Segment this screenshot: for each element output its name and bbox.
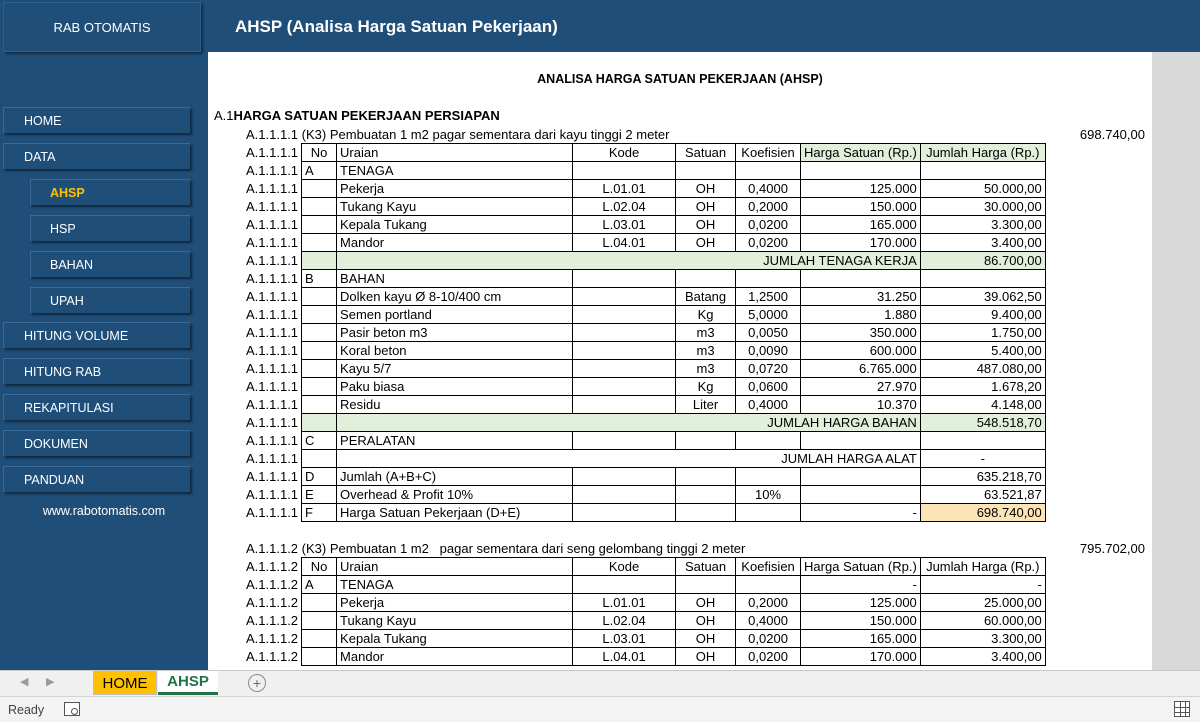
page-title: AHSP (Analisa Harga Satuan Pekerjaan) bbox=[235, 17, 558, 36]
table-row bbox=[243, 306, 1045, 324]
harga-satuan-cell[interactable]: 150.000 bbox=[801, 198, 921, 216]
row-code: A.1.1.1.2 bbox=[246, 595, 299, 610]
table-cell[interactable] bbox=[676, 432, 736, 450]
jumlah-harga-cell[interactable]: 1.678,20 bbox=[920, 378, 1045, 396]
row-no[interactable]: A bbox=[302, 576, 337, 594]
add-sheet-icon[interactable]: + bbox=[248, 674, 266, 692]
row-code: A.1.1.1.1 bbox=[246, 397, 299, 412]
table-row bbox=[243, 630, 1045, 648]
row-no[interactable] bbox=[302, 234, 337, 252]
row-code: A.1.1.1.1 bbox=[246, 289, 299, 304]
satuan-cell[interactable] bbox=[676, 576, 736, 594]
uraian-cell[interactable]: Mandor bbox=[337, 234, 573, 252]
item-total-price: 795.702,00 bbox=[1079, 541, 1145, 556]
satuan-cell[interactable]: m3 bbox=[676, 324, 736, 342]
item-description: (K3) Pembuatan 1 m2 pagar sementara dari kayu tinggi 2 meter bbox=[301, 127, 670, 142]
brand-logo[interactable]: RAB OTOMATIS bbox=[3, 2, 201, 52]
satuan-cell[interactable]: OH bbox=[676, 198, 736, 216]
row-no[interactable] bbox=[302, 288, 337, 306]
row-no[interactable]: B bbox=[302, 270, 337, 288]
koefisien-cell[interactable]: 0,0200 bbox=[736, 234, 801, 252]
item-code: A.1.1.1.2 bbox=[246, 541, 299, 556]
category-label[interactable]: BAHAN bbox=[337, 270, 573, 288]
table-row bbox=[243, 594, 1045, 612]
row-code: A.1.1.1.1 bbox=[246, 253, 299, 268]
row-code: A.1.1.1.1 bbox=[246, 415, 299, 430]
row-no[interactable] bbox=[302, 360, 337, 378]
harga-satuan-cell[interactable]: 31.250 bbox=[801, 288, 921, 306]
table-header-row bbox=[243, 558, 1045, 576]
koefisien-cell[interactable]: 0,0200 bbox=[736, 216, 801, 234]
jumlah-harga-cell[interactable]: 3.400,00 bbox=[920, 234, 1045, 252]
jumlah-harga-cell[interactable]: 50.000,00 bbox=[920, 180, 1045, 198]
table-cell[interactable] bbox=[573, 504, 676, 522]
table-cell[interactable] bbox=[302, 414, 337, 432]
table-cell[interactable] bbox=[573, 432, 676, 450]
table-row bbox=[243, 396, 1045, 414]
harga-satuan-cell[interactable]: 10.370 bbox=[801, 396, 921, 414]
row-code: A.1.1.1.1 bbox=[246, 469, 299, 484]
jumlah-harga-cell[interactable]: 487.080,00 bbox=[920, 360, 1045, 378]
category-row bbox=[243, 432, 1045, 450]
row-code: A.1.1.1.1 bbox=[246, 163, 299, 178]
subtotal-row bbox=[243, 450, 1045, 468]
satuan-cell[interactable]: Kg bbox=[676, 378, 736, 396]
harga-satuan-cell[interactable]: 125.000 bbox=[801, 180, 921, 198]
row-code: A.1.1.1.1 bbox=[246, 361, 299, 376]
uraian-cell[interactable]: Kayu 5/7 bbox=[337, 360, 573, 378]
satuan-cell[interactable] bbox=[676, 162, 736, 180]
table-cell[interactable] bbox=[920, 270, 1045, 288]
summary-label[interactable]: Overhead & Profit 10% bbox=[337, 486, 573, 504]
table-row bbox=[243, 360, 1045, 378]
harga-satuan-cell[interactable]: 27.970 bbox=[801, 378, 921, 396]
row-no[interactable] bbox=[302, 324, 337, 342]
harga-satuan-cell[interactable]: 165.000 bbox=[801, 216, 921, 234]
kode-cell[interactable]: L.02.04 bbox=[573, 198, 676, 216]
table-cell[interactable] bbox=[736, 270, 801, 288]
table-cell[interactable] bbox=[573, 486, 676, 504]
satuan-cell[interactable]: OH bbox=[676, 234, 736, 252]
harga-satuan-cell[interactable]: 170.000 bbox=[801, 648, 921, 666]
table-cell[interactable] bbox=[676, 468, 736, 486]
table-row bbox=[243, 378, 1045, 396]
harga-satuan-cell[interactable] bbox=[801, 162, 921, 180]
row-code: A.1.1.1.1 bbox=[246, 487, 299, 502]
table-cell[interactable] bbox=[676, 486, 736, 504]
item-total-price: 698.740,00 bbox=[1079, 127, 1145, 142]
uraian-cell[interactable]: Paku biasa bbox=[337, 378, 573, 396]
kode-cell[interactable]: L.03.01 bbox=[573, 216, 676, 234]
koefisien-cell[interactable]: 0,4000 bbox=[736, 612, 801, 630]
summary-value[interactable]: 635.218,70 bbox=[920, 468, 1045, 486]
harga-satuan-cell[interactable]: - bbox=[801, 576, 921, 594]
kode-cell[interactable] bbox=[573, 324, 676, 342]
uraian-cell[interactable]: TENAGA bbox=[337, 162, 573, 180]
row-no[interactable] bbox=[302, 378, 337, 396]
nav-hsp-button[interactable]: HSP bbox=[30, 215, 190, 241]
scroll-left-icon[interactable]: ◀ bbox=[20, 676, 29, 688]
kode-cell[interactable] bbox=[573, 396, 676, 414]
satuan-cell[interactable]: OH bbox=[676, 630, 736, 648]
jumlah-harga-cell[interactable]: 25.000,00 bbox=[920, 594, 1045, 612]
kode-cell[interactable] bbox=[573, 342, 676, 360]
document-title: ANALISA HARGA SATUAN PEKERJAAN (AHSP) bbox=[537, 72, 823, 86]
koefisien-cell[interactable]: 0,4000 bbox=[736, 396, 801, 414]
table-row bbox=[243, 648, 1045, 666]
nav-bahan-button[interactable]: BAHAN bbox=[30, 251, 190, 277]
row-no[interactable] bbox=[302, 630, 337, 648]
category-row bbox=[243, 270, 1045, 288]
table-row bbox=[243, 216, 1045, 234]
header-harga-satuan: Harga Satuan (Rp.) bbox=[801, 558, 921, 576]
nav-data-button[interactable]: DATA bbox=[3, 143, 190, 169]
row-no[interactable] bbox=[302, 594, 337, 612]
row-no[interactable]: C bbox=[302, 432, 337, 450]
satuan-cell[interactable]: OH bbox=[676, 216, 736, 234]
summary-row bbox=[243, 468, 1045, 486]
koefisien-cell[interactable]: 0,0200 bbox=[736, 630, 801, 648]
item-heading bbox=[246, 541, 745, 556]
harga-satuan-cell[interactable]: 150.000 bbox=[801, 612, 921, 630]
table-row bbox=[243, 198, 1045, 216]
nav-rekapitulasi-button[interactable]: REKAPITULASI bbox=[3, 394, 190, 420]
table-cell[interactable] bbox=[302, 252, 337, 270]
satuan-cell[interactable]: m3 bbox=[676, 342, 736, 360]
jumlah-harga-cell[interactable]: 3.400,00 bbox=[920, 648, 1045, 666]
table-row bbox=[243, 612, 1045, 630]
uraian-cell[interactable]: Pekerja bbox=[337, 594, 573, 612]
row-code: A.1.1.1.1 bbox=[246, 181, 299, 196]
row-code: A.1.1.1.2 bbox=[246, 631, 299, 646]
table-row bbox=[243, 576, 1045, 594]
uraian-cell[interactable]: Kepala Tukang bbox=[337, 630, 573, 648]
koefisien-cell[interactable] bbox=[736, 162, 801, 180]
row-no[interactable] bbox=[302, 396, 337, 414]
summary-label[interactable]: Jumlah (A+B+C) bbox=[337, 468, 573, 486]
row-no[interactable] bbox=[302, 342, 337, 360]
summary-label[interactable]: Harga Satuan Pekerjaan (D+E) bbox=[337, 504, 573, 522]
koefisien-cell[interactable]: 0,2000 bbox=[736, 198, 801, 216]
status-text: Ready bbox=[8, 703, 45, 717]
uraian-cell[interactable]: Kepala Tukang bbox=[337, 216, 573, 234]
table-cell[interactable] bbox=[801, 432, 921, 450]
nav-dokumen-button[interactable]: DOKUMEN bbox=[3, 430, 190, 456]
header-no: No bbox=[302, 558, 337, 576]
row-code: A.1.1.1.1 bbox=[246, 325, 299, 340]
table-cell[interactable] bbox=[676, 504, 736, 522]
sheet-margin bbox=[1152, 52, 1200, 670]
uraian-cell[interactable]: Pasir beton m3 bbox=[337, 324, 573, 342]
row-code: A.1.1.1.1 bbox=[246, 433, 299, 448]
row-no[interactable]: A bbox=[302, 162, 337, 180]
row-code: A.1.1.1.1 bbox=[246, 505, 299, 520]
harga-satuan-cell[interactable]: 600.000 bbox=[801, 342, 921, 360]
satuan-cell[interactable]: m3 bbox=[676, 360, 736, 378]
satuan-cell[interactable]: Kg bbox=[676, 306, 736, 324]
row-code: A.1.1.1.1 bbox=[246, 199, 299, 214]
uraian-cell[interactable]: Tukang Kayu bbox=[337, 612, 573, 630]
nav-home-button[interactable]: HOME bbox=[3, 107, 190, 133]
sidebar bbox=[0, 0, 208, 670]
subtotal-row bbox=[243, 252, 1045, 270]
table-cell[interactable] bbox=[736, 468, 801, 486]
table-cell[interactable] bbox=[736, 504, 801, 522]
header-uraian: Uraian bbox=[337, 558, 573, 576]
header-koefisien: Koefisien bbox=[736, 144, 801, 162]
row-no[interactable]: E bbox=[302, 486, 337, 504]
uraian-cell[interactable]: Tukang Kayu bbox=[337, 198, 573, 216]
kode-cell[interactable]: L.02.04 bbox=[573, 612, 676, 630]
table-header-row bbox=[243, 144, 1045, 162]
kode-cell[interactable]: L.04.01 bbox=[573, 648, 676, 666]
kode-cell[interactable] bbox=[573, 162, 676, 180]
koefisien-cell[interactable]: 0,0090 bbox=[736, 342, 801, 360]
kode-cell[interactable] bbox=[573, 360, 676, 378]
row-no[interactable] bbox=[302, 648, 337, 666]
koefisien-cell[interactable]: 0,4000 bbox=[736, 180, 801, 198]
jumlah-bahan-label: JUMLAH HARGA BAHAN bbox=[337, 414, 921, 432]
header-satuan: Satuan bbox=[676, 144, 736, 162]
jumlah-harga-cell[interactable] bbox=[920, 162, 1045, 180]
row-code: A.1.1.1.1 bbox=[246, 235, 299, 250]
row-no[interactable] bbox=[302, 198, 337, 216]
table-cell[interactable] bbox=[573, 270, 676, 288]
koefisien-cell[interactable]: 0,0050 bbox=[736, 324, 801, 342]
harga-satuan-cell[interactable]: 165.000 bbox=[801, 630, 921, 648]
row-code: A.1.1.1.2 bbox=[246, 559, 299, 574]
row-code: A.1.1.1.1 bbox=[246, 145, 299, 160]
satuan-cell[interactable]: OH bbox=[676, 180, 736, 198]
kode-cell[interactable] bbox=[573, 306, 676, 324]
spreadsheet-area bbox=[208, 52, 1152, 670]
table-row bbox=[243, 342, 1045, 360]
jumlah-harga-cell[interactable]: 9.400,00 bbox=[920, 306, 1045, 324]
table-row bbox=[243, 234, 1045, 252]
nav-ahsp-button[interactable]: AHSP bbox=[30, 179, 190, 205]
normal-view-icon[interactable] bbox=[1174, 701, 1190, 717]
uraian-cell[interactable]: Dolken kayu Ø 8-10/400 cm bbox=[337, 288, 573, 306]
harga-satuan-cell[interactable]: 350.000 bbox=[801, 324, 921, 342]
row-code: A.1.1.1.1 bbox=[246, 451, 299, 466]
kode-cell[interactable] bbox=[573, 288, 676, 306]
table-cell[interactable] bbox=[676, 270, 736, 288]
row-no[interactable] bbox=[302, 306, 337, 324]
koefisien-cell[interactable]: 0,2000 bbox=[736, 594, 801, 612]
header-uraian: Uraian bbox=[337, 144, 573, 162]
row-code: A.1.1.1.1 bbox=[246, 217, 299, 232]
table-cell[interactable] bbox=[920, 432, 1045, 450]
jumlah-harga-cell[interactable]: 1.750,00 bbox=[920, 324, 1045, 342]
row-no[interactable] bbox=[302, 216, 337, 234]
kode-cell[interactable]: L.04.01 bbox=[573, 234, 676, 252]
kode-cell[interactable] bbox=[573, 576, 676, 594]
scroll-right-icon[interactable]: ▶ bbox=[46, 676, 55, 688]
macro-recording-icon[interactable] bbox=[64, 702, 80, 716]
row-no[interactable]: F bbox=[302, 504, 337, 522]
row-code: A.1.1.1.1 bbox=[246, 379, 299, 394]
satuan-cell[interactable]: OH bbox=[676, 612, 736, 630]
header-harga-satuan: Harga Satuan (Rp.) bbox=[801, 144, 921, 162]
header-satuan: Satuan bbox=[676, 558, 736, 576]
section-heading bbox=[214, 108, 500, 123]
kode-cell[interactable] bbox=[573, 378, 676, 396]
jumlah-harga-cell[interactable]: 5.400,00 bbox=[920, 342, 1045, 360]
row-code: A.1.1.1.2 bbox=[246, 613, 299, 628]
row-code: A.1.1.1.1 bbox=[246, 343, 299, 358]
section-code: A.1 bbox=[214, 108, 234, 123]
table-row bbox=[243, 180, 1045, 198]
summary-row bbox=[243, 504, 1045, 522]
nav-hitung-volume-button[interactable]: HITUNG VOLUME bbox=[3, 322, 190, 348]
uraian-cell[interactable]: Residu bbox=[337, 396, 573, 414]
satuan-cell[interactable]: Liter bbox=[676, 396, 736, 414]
header-kode: Kode bbox=[573, 144, 676, 162]
jumlah-harga-cell[interactable]: 60.000,00 bbox=[920, 612, 1045, 630]
table-row bbox=[243, 324, 1045, 342]
satuan-cell[interactable]: OH bbox=[676, 648, 736, 666]
status-bar bbox=[0, 696, 1200, 722]
uraian-cell[interactable]: Mandor bbox=[337, 648, 573, 666]
jumlah-harga-cell[interactable]: 3.300,00 bbox=[920, 216, 1045, 234]
item-code: A.1.1.1.1 bbox=[246, 127, 299, 142]
jumlah-harga-cell[interactable]: 30.000,00 bbox=[920, 198, 1045, 216]
jumlah-tenaga-label: JUMLAH TENAGA KERJA bbox=[337, 252, 921, 270]
item-heading bbox=[246, 127, 669, 142]
table-cell[interactable] bbox=[736, 432, 801, 450]
kode-cell[interactable]: L.01.01 bbox=[573, 180, 676, 198]
uraian-cell[interactable]: Pekerja bbox=[337, 180, 573, 198]
item-description: (K3) Pembuatan 1 m2 pagar sementara dari seng gelombang tinggi 2 meter bbox=[301, 541, 746, 556]
harga-satuan-cell[interactable]: 1.880 bbox=[801, 306, 921, 324]
header-kode: Kode bbox=[573, 558, 676, 576]
summary-value[interactable]: 63.521,87 bbox=[920, 486, 1045, 504]
nav-upah-button[interactable]: UPAH bbox=[30, 287, 190, 313]
harga-satuan-cell[interactable]: 125.000 bbox=[801, 594, 921, 612]
row-no[interactable]: D bbox=[302, 468, 337, 486]
sheet-tab-bar bbox=[0, 670, 1200, 696]
header-jumlah-harga: Jumlah Harga (Rp.) bbox=[920, 558, 1045, 576]
jumlah-harga-cell[interactable]: 4.148,00 bbox=[920, 396, 1045, 414]
table-cell[interactable] bbox=[801, 270, 921, 288]
jumlah-harga-cell[interactable]: 3.300,00 bbox=[920, 630, 1045, 648]
satuan-cell[interactable]: OH bbox=[676, 594, 736, 612]
tab-ahsp[interactable]: AHSP bbox=[158, 671, 218, 695]
header-jumlah-harga: Jumlah Harga (Rp.) bbox=[920, 144, 1045, 162]
koefisien-cell[interactable]: 0,0200 bbox=[736, 648, 801, 666]
uraian-cell[interactable]: Semen portland bbox=[337, 306, 573, 324]
table-cell[interactable] bbox=[573, 468, 676, 486]
ahsp-table-item-2 bbox=[243, 557, 1046, 666]
harga-satuan-cell[interactable]: 6.765.000 bbox=[801, 360, 921, 378]
table-row bbox=[243, 288, 1045, 306]
header-koefisien: Koefisien bbox=[736, 558, 801, 576]
jumlah-harga-cell[interactable]: 39.062,50 bbox=[920, 288, 1045, 306]
uraian-cell[interactable]: Koral beton bbox=[337, 342, 573, 360]
table-cell[interactable] bbox=[302, 450, 337, 468]
category-label[interactable]: PERALATAN bbox=[337, 432, 573, 450]
uraian-cell[interactable]: TENAGA bbox=[337, 576, 573, 594]
koefisien-cell[interactable]: 10% bbox=[736, 486, 801, 504]
jumlah-bahan-value[interactable]: 548.518,70 bbox=[920, 414, 1045, 432]
koefisien-cell[interactable]: 0,0720 bbox=[736, 360, 801, 378]
ahsp-table-item-1 bbox=[243, 143, 1046, 522]
row-code: A.1.1.1.2 bbox=[246, 577, 299, 592]
satuan-cell[interactable]: Batang bbox=[676, 288, 736, 306]
jumlah-alat-label: JUMLAH HARGA ALAT bbox=[337, 450, 921, 468]
koefisien-cell[interactable]: 1,2500 bbox=[736, 288, 801, 306]
website-link[interactable]: www.rabotomatis.com bbox=[42, 504, 166, 518]
nav-panduan-button[interactable]: PANDUAN bbox=[3, 466, 190, 492]
koefisien-cell[interactable]: 0,0600 bbox=[736, 378, 801, 396]
kode-cell[interactable]: L.01.01 bbox=[573, 594, 676, 612]
table-cell[interactable] bbox=[801, 486, 921, 504]
header-no: No bbox=[302, 144, 337, 162]
table-row bbox=[243, 162, 1045, 180]
row-code: A.1.1.1.2 bbox=[246, 649, 299, 664]
jumlah-alat-value[interactable]: - bbox=[920, 450, 1045, 468]
harga-satuan-cell[interactable]: - bbox=[801, 504, 921, 522]
table-cell[interactable] bbox=[801, 468, 921, 486]
koefisien-cell[interactable] bbox=[736, 576, 801, 594]
final-price-value[interactable]: 698.740,00 bbox=[920, 504, 1045, 522]
page-header bbox=[208, 0, 1200, 52]
nav-hitung-rab-button[interactable]: HITUNG RAB bbox=[3, 358, 190, 384]
row-no[interactable] bbox=[302, 612, 337, 630]
jumlah-tenaga-value[interactable]: 86.700,00 bbox=[920, 252, 1045, 270]
row-no[interactable] bbox=[302, 180, 337, 198]
kode-cell[interactable]: L.03.01 bbox=[573, 630, 676, 648]
section-title: HARGA SATUAN PEKERJAAN PERSIAPAN bbox=[233, 108, 500, 123]
jumlah-harga-cell[interactable]: - bbox=[920, 576, 1045, 594]
summary-row bbox=[243, 486, 1045, 504]
subtotal-row bbox=[243, 414, 1045, 432]
koefisien-cell[interactable]: 5,0000 bbox=[736, 306, 801, 324]
harga-satuan-cell[interactable]: 170.000 bbox=[801, 234, 921, 252]
tab-home[interactable]: HOME bbox=[93, 671, 157, 695]
row-code: A.1.1.1.1 bbox=[246, 271, 299, 286]
row-code: A.1.1.1.1 bbox=[246, 307, 299, 322]
